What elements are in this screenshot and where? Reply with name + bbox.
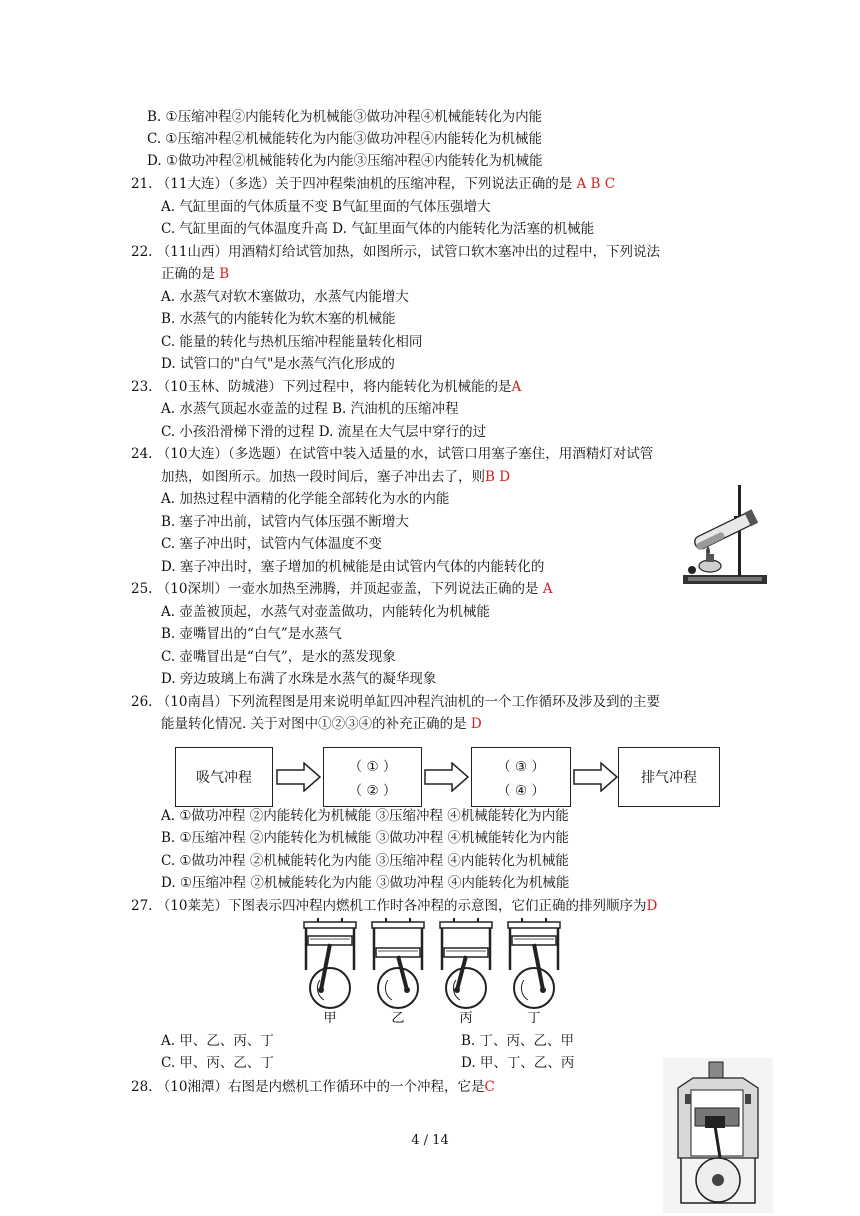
piston-2	[444, 948, 488, 957]
crankcase-3	[514, 968, 554, 1008]
flow-box-exhaust: 排气冲程	[618, 747, 720, 807]
crank-pin-3	[540, 987, 546, 993]
q24-stem-cont: 加热，如图所示。加热一段时间后，塞子冲出去了，则B D	[161, 469, 511, 485]
engine-label-0: 甲	[323, 1011, 337, 1026]
q21-options-cd: C. 气缸里面的气体温度升高 D. 气缸里面气体的内能转化为活塞的机械能	[161, 221, 595, 237]
crank-pin-1	[404, 987, 410, 993]
q22-option-b: B. 水蒸气的内能转化为软木塞的机械能	[161, 311, 396, 327]
q21-options-ab: A. 气缸里面的气体质量不变 B气缸里面的气体压强增大	[161, 199, 491, 215]
connecting-rod-3	[534, 944, 543, 990]
engine-label-1: 乙	[391, 1011, 405, 1026]
q25-option-a: A. 壶盖被顶起，水蒸气对壶盖做功，内能转化为机械能	[161, 604, 490, 620]
q26-answer: D	[470, 716, 482, 732]
q27-option-d: D. 甲、丁、乙、丙	[461, 1055, 575, 1071]
flow-slot-1: （ ① ）	[348, 759, 397, 775]
q22-option-d: D. 试管口的"白气"是水蒸气汽化形成的	[161, 356, 395, 372]
crankcase-0	[310, 968, 350, 1008]
flow-slot-2: （ ② ）	[348, 783, 397, 799]
q27-stem: 27. （10莱芜）下图表示四冲程内燃机工作时各冲程的示意图，它们正确的排列顺序为D	[131, 898, 658, 914]
connecting-rod-0	[321, 944, 330, 990]
flow-slot-3: （ ③ ）	[497, 759, 545, 775]
q24-answer: B D	[485, 469, 511, 485]
q24-option-d: D. 塞子冲出时，塞子增加的机械能是由试管内气体的内能转化的	[161, 559, 545, 575]
q23-options-cd: C. 小孩沿滑梯下滑的过程 D. 流星在大气层中穿行的过	[161, 424, 487, 440]
engine-head-1	[372, 922, 424, 928]
q21-answer: A B C	[576, 176, 616, 192]
piston-1	[376, 948, 420, 957]
crankcase-2	[446, 968, 486, 1008]
q23-stem: 23. （10玉林、防城港）下列过程中，将内能转化为机械能的是A	[131, 379, 522, 395]
q25-option-c: C. 壶嘴冒出是“白气”，是水的蒸发现象	[161, 649, 396, 665]
flow-box-stroke-2	[323, 747, 422, 807]
engine-head-2	[440, 922, 492, 928]
q28-answer: C	[484, 1079, 495, 1095]
q25-answer: A	[542, 581, 553, 597]
flow-box-stroke-3	[471, 747, 571, 807]
rotation-arrow-1	[385, 980, 392, 1000]
q22-option-a: A. 水蒸气对软木塞做功，水蒸气内能增大	[161, 289, 409, 305]
q24-option-b: B. 塞子冲出前，试管内气体压强不断增大	[161, 514, 410, 530]
test-tube-heating-figure	[680, 480, 770, 590]
engine-label-3: 丁	[527, 1011, 541, 1026]
q20-option-c: C. ①压缩冲程②机械能转化为内能③做功冲程④内能转化为机械能	[147, 131, 543, 147]
engine-strokes-figure	[296, 918, 596, 1030]
engine-head-3	[508, 922, 560, 928]
q22-answer: B	[219, 266, 230, 282]
q25-option-b: B. 壶嘴冒出的“白气”是水蒸气	[161, 626, 342, 642]
flow-arrow-2	[424, 762, 470, 792]
q26-option-c: C. ①做功冲程 ②机械能转化为内能 ③压缩冲程 ④内能转化为机械能	[161, 853, 569, 869]
flow-slot-4: （ ④ ）	[497, 783, 545, 799]
q26-option-b: B. ①压缩冲程 ②内能转化为机械能 ③做功冲程 ④机械能转化为内能	[161, 830, 569, 846]
q25-stem: 25. （10深圳）一壶水加热至沸腾，并顶起壶盖，下列说法正确的是 A	[131, 581, 553, 597]
flow-arrow-1	[276, 762, 322, 792]
crank-pin-0	[318, 987, 324, 993]
q27-option-a: A. 甲、乙、丙、丁	[161, 1033, 274, 1049]
q22-stem-cont: 正确的是 B	[161, 266, 230, 282]
q23-options-ab: A. 水蒸气顶起水壶盖的过程 B. 汽油机的压缩冲程	[161, 401, 459, 417]
crankcase-1	[378, 968, 418, 1008]
q24-option-a: A. 加热过程中酒精的化学能全部转化为水的内能	[161, 491, 450, 507]
rotation-arrow-3	[521, 980, 528, 1000]
q22-stem: 22. （11山西）用酒精灯给试管加热，如图所示，试管口软木塞冲出的过程中，下列说法	[131, 244, 660, 260]
q24-stem: 24. （10大连）（多选题）在试管中装入适量的水，试管口用塞子塞住，用酒精灯对试管	[131, 446, 654, 462]
q26-stem-cont: 能量转化情况. 关于对图中①②③④的补充正确的是 D	[161, 716, 482, 732]
q28-stem: 28. （10湘潭）右图是内燃机工作循环中的一个冲程，它是C	[131, 1079, 495, 1095]
piston-3	[512, 936, 556, 945]
q26-option-d: D. ①压缩冲程 ②机械能转化为内能 ③做功冲程 ④内能转化为机械能	[161, 875, 570, 891]
crank-pin-2	[454, 987, 460, 993]
q21-stem: 21. （11大连）（多选）关于四冲程柴油机的压缩冲程，下列说法正确的是 A B C	[131, 176, 616, 192]
connecting-rod-2	[457, 956, 466, 990]
q26-option-a: A. ①做功冲程 ②内能转化为机械能 ③压缩冲程 ④机械能转化为内能	[161, 808, 569, 824]
q27-answer: D	[646, 898, 658, 914]
engine-head-0	[304, 922, 356, 928]
engine-label-2: 丙	[459, 1011, 473, 1026]
q27-option-c: C. 甲、丙、乙、丁	[161, 1055, 274, 1071]
q25-option-d: D. 旁边玻璃上布满了水珠是水蒸气的凝华现象	[161, 671, 437, 687]
q20-option-b: B. ①压缩冲程②内能转化为机械能③做功冲程④机械能转化为内能	[147, 109, 543, 125]
piston-0	[308, 936, 352, 945]
page-number: 4 / 14	[411, 1133, 449, 1148]
q23-answer: A	[511, 379, 522, 395]
q26-stem: 26. （10南昌）下列流程图是用来说明单缸四冲程汽油机的一个工作循环及涉及到的主要	[131, 694, 660, 710]
connecting-rod-1	[398, 956, 407, 990]
q20-option-d: D. ①做功冲程②机械能转化为内能③压缩冲程④内能转化为机械能	[147, 153, 543, 169]
q22-option-c: C. 能量的转化与热机压缩冲程能量转化相同	[161, 334, 423, 350]
q27-option-b: B. 丁、丙、乙、甲	[461, 1033, 575, 1049]
flow-arrow-3	[573, 762, 619, 792]
flow-box-intake: 吸气冲程	[175, 747, 273, 807]
q24-option-c: C. 塞子冲出时，试管内气体温度不变	[161, 536, 382, 552]
